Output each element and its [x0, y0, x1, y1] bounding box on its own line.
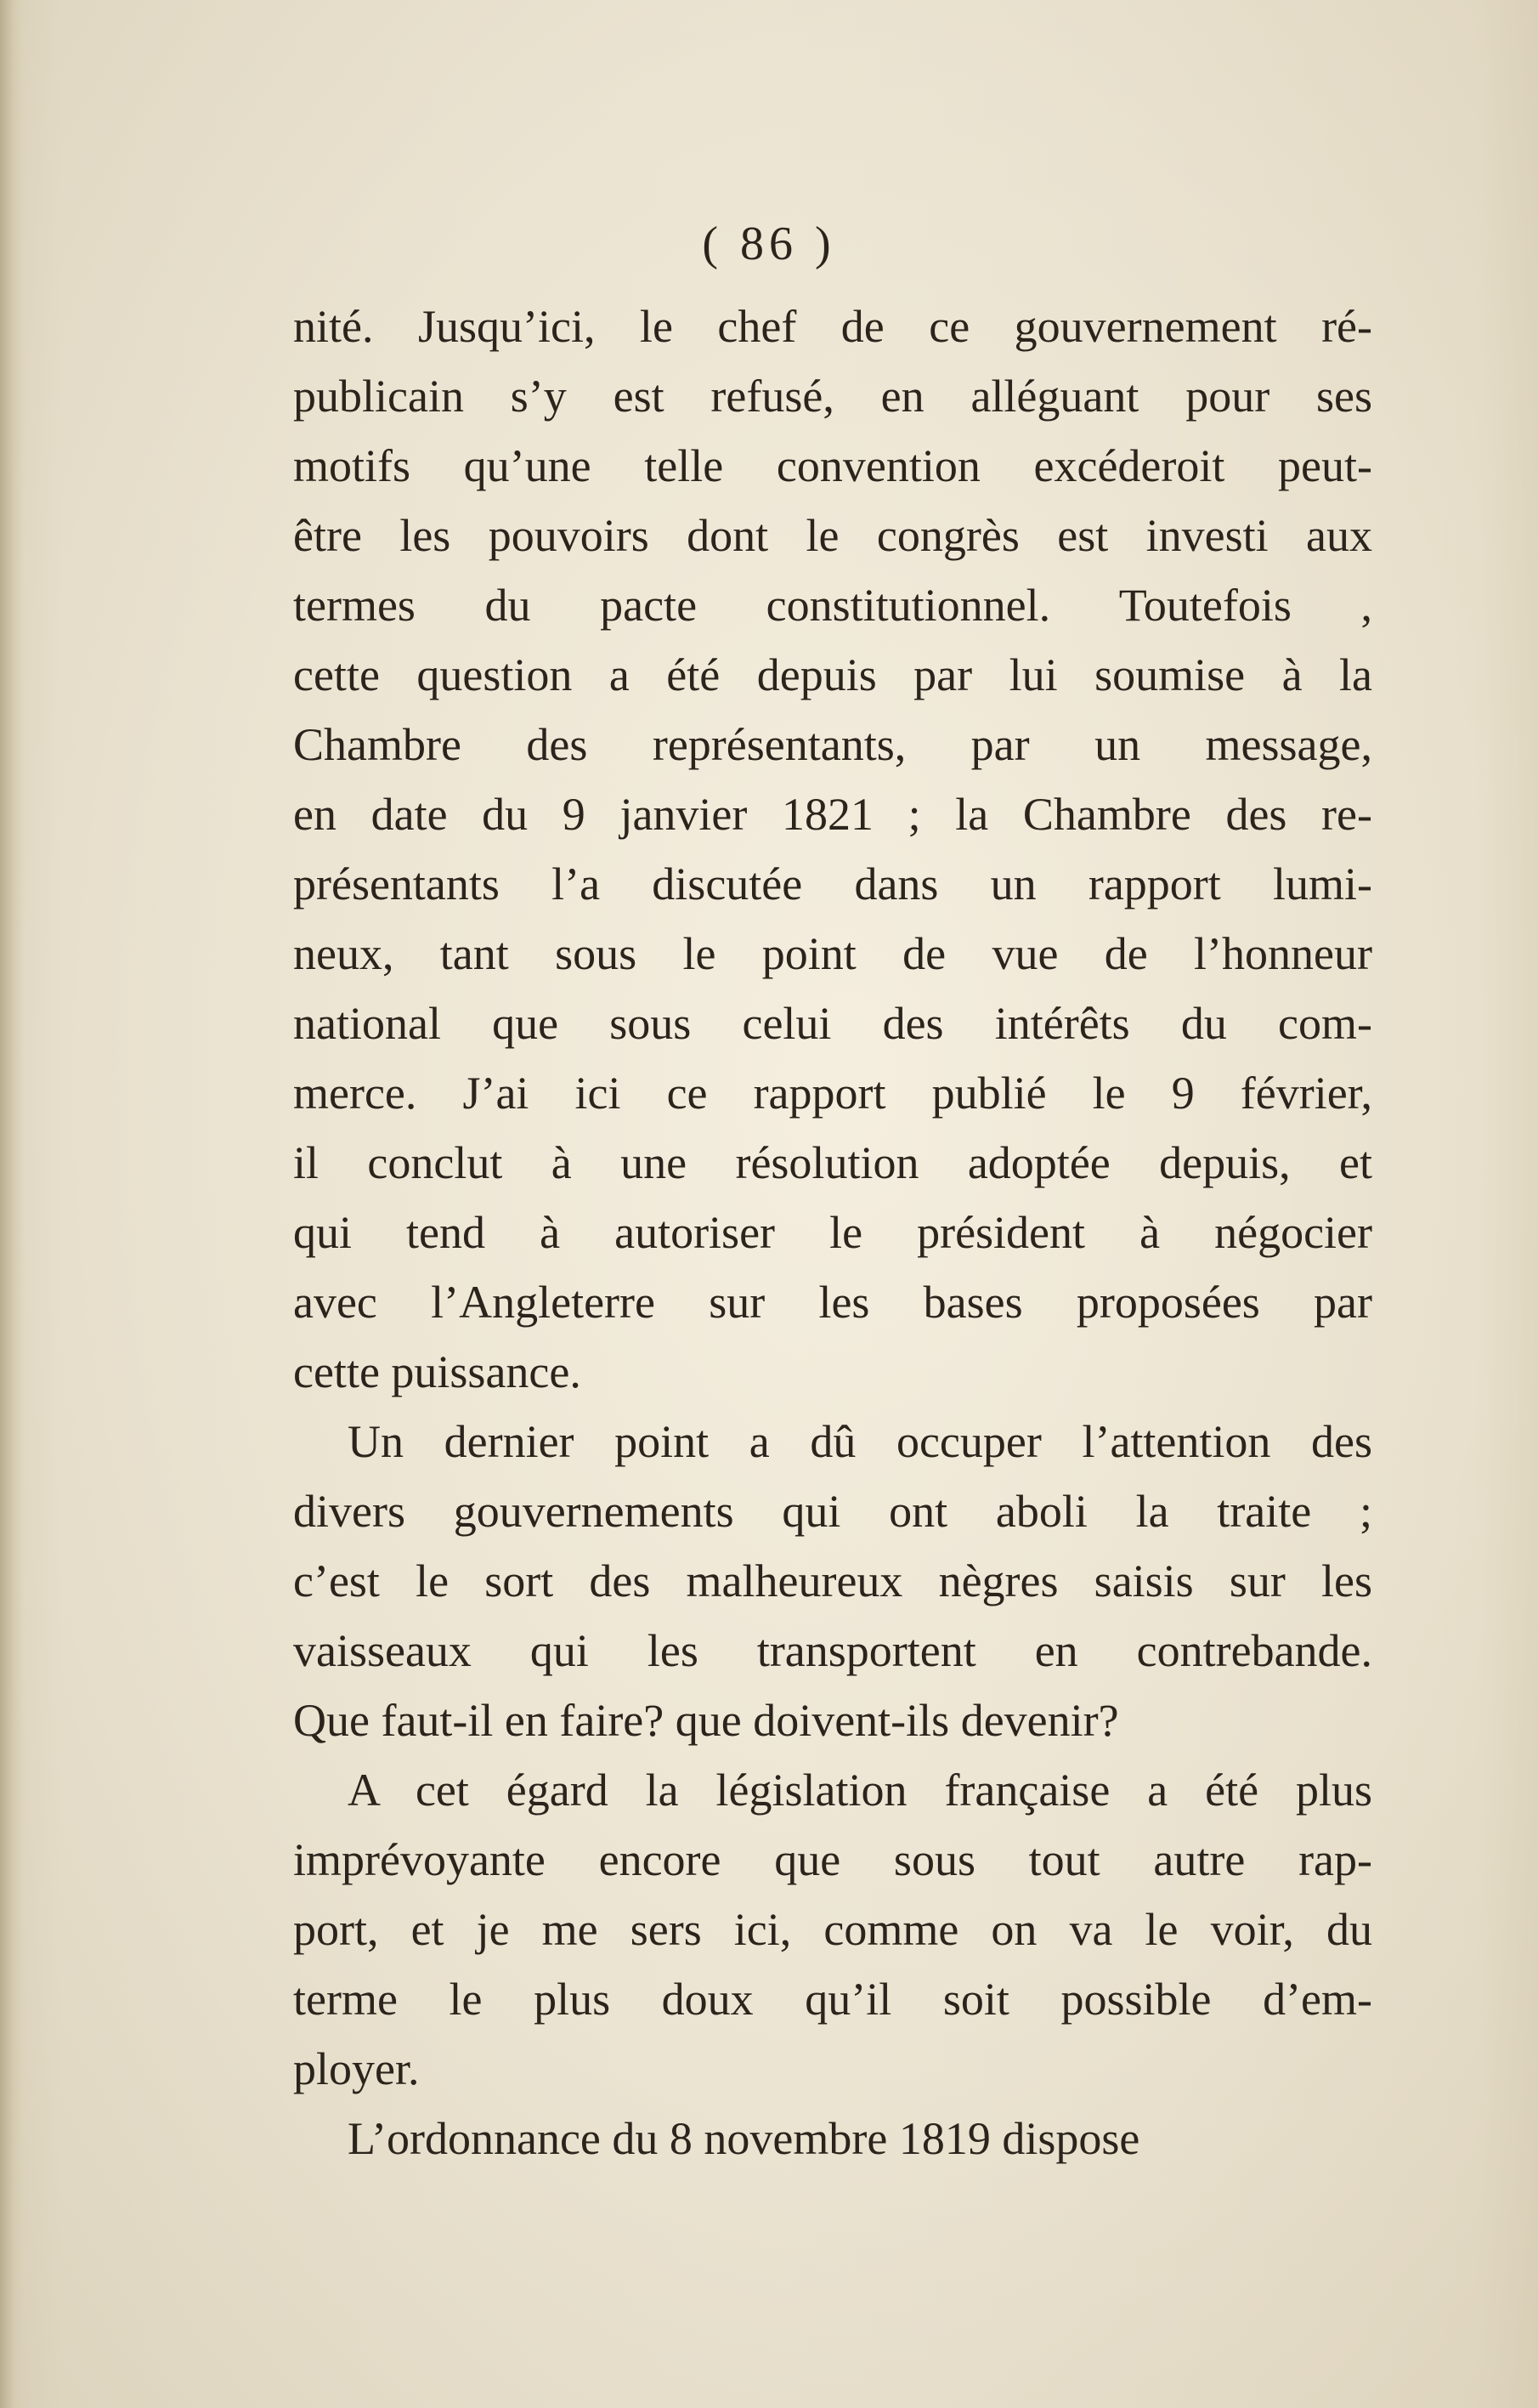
text-line: c’est le sort des malheureux nègres saisis sur les	[293, 1555, 1372, 1606]
text-line: motifs qu’une telle convention excéderoit peut-	[293, 440, 1372, 491]
text-line: il conclut à une résolution adoptée depuis, et	[293, 1137, 1372, 1188]
paragraph-start-line: L’ordonnance du 8 novembre 1819 dispose	[348, 2113, 1140, 2164]
text-line: présentants l’a discutée dans un rapport lumi-	[293, 858, 1372, 909]
text-line: Que faut-il en faire? que doivent-ils devenir?	[293, 1695, 1119, 1746]
paragraph-start-line: Un dernier point a dû occuper l’attention des	[348, 1416, 1372, 1467]
page-number: ( 86 )	[702, 218, 836, 270]
text-line: port, et je me sers ici, comme on va le voir, du	[293, 1904, 1372, 1955]
text-line: Chambre des représentants, par un message,	[293, 719, 1372, 770]
text-line: terme le plus doux qu’il soit possible d’em-	[293, 1974, 1372, 2025]
text-line: en date du 9 janvier 1821 ; la Chambre des re-	[293, 789, 1372, 840]
text-line: vaisseaux qui les transportent en contrebande.	[293, 1625, 1372, 1676]
text-line: merce. J’ai ici ce rapport publié le 9 février,	[293, 1068, 1372, 1119]
text-line: imprévoyante encore que sous tout autre rap-	[293, 1834, 1372, 1885]
binding-edge	[0, 0, 24, 2408]
paragraph-start-line: A cet égard la législation française a été plus	[348, 1765, 1372, 1816]
text-line: national que sous celui des intérêts du com-	[293, 998, 1372, 1049]
text-line: termes du pacte constitutionnel. Toutefois ,	[293, 580, 1372, 631]
text-line: avec l’Angleterre sur les bases proposées par	[293, 1277, 1372, 1328]
text-line: neux, tant sous le point de vue de l’honneur	[293, 928, 1372, 979]
text-line: nité. Jusqu’ici, le chef de ce gouvernement ré-	[293, 301, 1372, 352]
text-line: cette question a été depuis par lui soumise à la	[293, 649, 1372, 700]
text-line: être les pouvoirs dont le congrès est investi aux	[293, 510, 1372, 561]
text-line: qui tend à autoriser le président à négocier	[293, 1207, 1372, 1258]
text-line: divers gouvernements qui ont aboli la traite ;	[293, 1486, 1372, 1537]
text-line: cette puissance.	[293, 1346, 581, 1397]
body-text	[293, 292, 1372, 2173]
text-line: publicain s’y est refusé, en alléguant pour ses	[293, 371, 1372, 422]
text-line: ployer.	[293, 2043, 420, 2094]
